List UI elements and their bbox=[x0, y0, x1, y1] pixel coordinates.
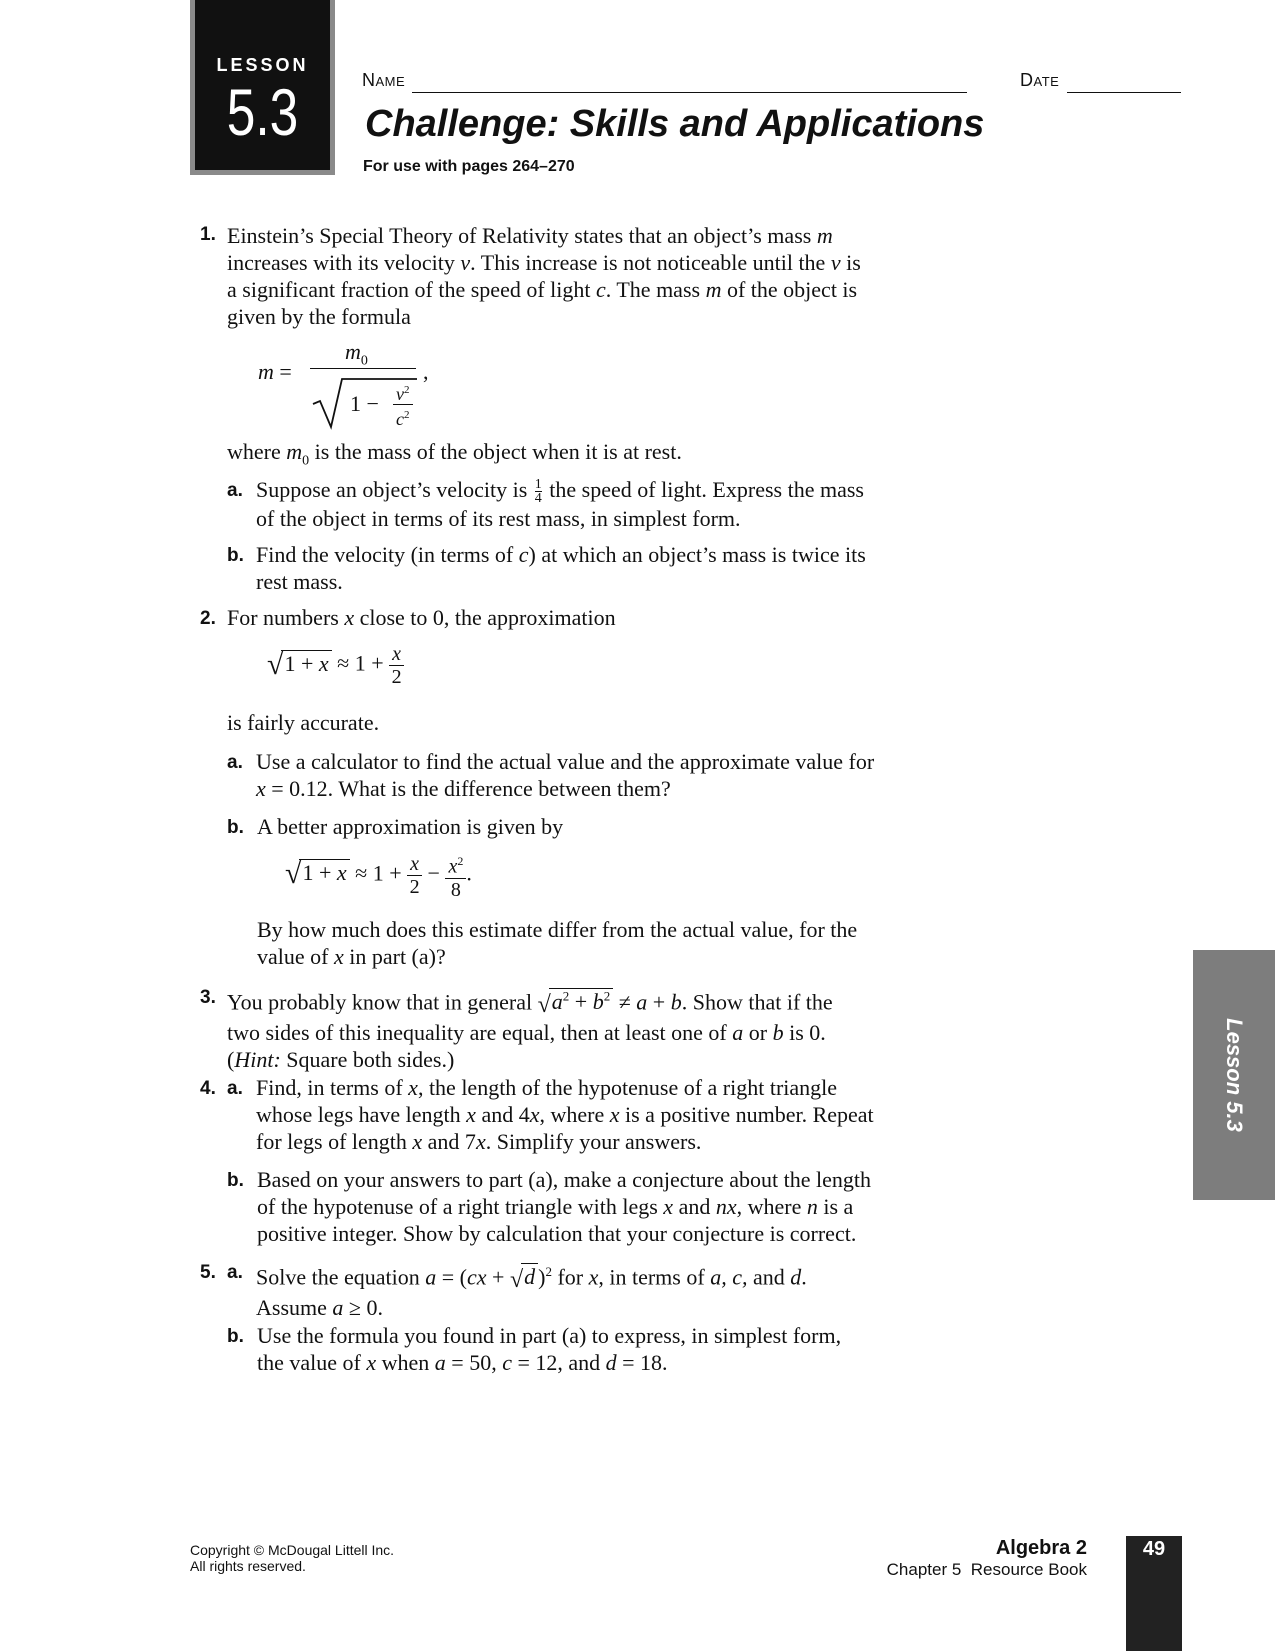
page-number: 49 bbox=[1142, 1538, 1166, 1560]
name-date-row bbox=[362, 70, 1182, 98]
problem-1-where: where $m_0$ is the mass of the object when it is at rest. bbox=[227, 439, 682, 469]
page-subtitle: For use with pages 264–270 bbox=[363, 158, 575, 175]
lesson-side-tab-label: Lesson 5.3 bbox=[1222, 1018, 1247, 1132]
problem-2-intro: For numbers x close to 0, the approximation bbox=[227, 605, 616, 630]
book-title: Algebra 2 bbox=[995, 1537, 1087, 1559]
problem-2-number: 2. bbox=[200, 608, 216, 629]
problem-4b-text: Based on your answers to part (a), make a conjecture about the length of the hypotenuse of a right triangle with legs x and nx, where n is a positive integer. Show by calculation that your conjecture is correct. bbox=[257, 1167, 871, 1246]
problem-2b-formula: √1 + x ≈ 1 + $\frac{x}{2}$ − $\frac{x^2}{8}$ . bbox=[285, 850, 472, 901]
problem-2b-label: b. bbox=[227, 817, 244, 838]
lesson-side-tab bbox=[1193, 950, 1275, 1200]
copyright-line-2: All rights reserved. bbox=[190, 1558, 306, 1574]
problem-1-intro bbox=[227, 222, 861, 330]
problem-1-line-1: Einstein’s Special Theory of Relativity states that an object’s mass m bbox=[227, 223, 833, 248]
problem-3-number: 3. bbox=[200, 987, 216, 1008]
lesson-badge bbox=[190, 0, 335, 175]
problem-2a-text: Use a calculator to find the actual value and the approximate value for x = 0.12. What is the difference between them? bbox=[256, 749, 875, 801]
problem-2b-intro: A better approximation is given by bbox=[257, 814, 564, 839]
problem-4a-text: Find, in terms of x, the length of the hypotenuse of a right triangle whose legs have length x and 4x, where x is a positive number. Repeat for legs of length x and 7x. Simplify your answers. bbox=[256, 1075, 874, 1154]
problem-2b-text: By how much does this estimate differ from the actual value, for the value of x in part (a)? bbox=[257, 917, 858, 969]
copyright-line-1: Copyright © McDougal Littell Inc. bbox=[190, 1542, 395, 1558]
problem-1a-label: a. bbox=[227, 480, 243, 501]
problem-1-line-2: increases with its velocity v. This increase is not noticeable until the v is bbox=[227, 250, 861, 275]
date-label: Date bbox=[1020, 70, 1060, 90]
book-info bbox=[887, 1536, 1087, 1580]
problem-5a-text: Solve the equation a = (cx + √d )$^2$ for x, in terms of a, c, and d. Assume a ≥ 0. bbox=[256, 1264, 807, 1321]
date-field[interactable] bbox=[1067, 92, 1181, 93]
page-number-box bbox=[1126, 1536, 1182, 1651]
problem-1-line-3: a significant fraction of the speed of light c. The mass m of the object is bbox=[227, 277, 858, 302]
name-label: Name bbox=[362, 70, 406, 90]
copyright bbox=[190, 1542, 394, 1574]
problem-1-line-4: given by the formula bbox=[227, 304, 411, 329]
problem-2-formula: √1 + x ≈ 1 + $\frac{x}{2}$ bbox=[267, 643, 404, 688]
book-subtitle: Chapter 5 Resource Book bbox=[886, 1560, 1087, 1579]
problem-4a-label: a. bbox=[227, 1078, 243, 1099]
problem-5b-label: b. bbox=[227, 1326, 244, 1347]
page-title: Challenge: Skills and Applications bbox=[365, 103, 985, 145]
problem-3-text: You probably know that in general $√a^2 + b^2 \ne a + b$. Show that if the two sides of this inequality are equal, then at least one of a or b is 0. (Hint: Square both sides.) bbox=[227, 989, 833, 1073]
problem-1b-label: b. bbox=[227, 545, 244, 566]
problem-4b-label: b. bbox=[227, 1170, 244, 1191]
problem-5a-label: a. bbox=[227, 1262, 243, 1283]
problem-2a-label: a. bbox=[227, 752, 243, 773]
problem-5b-text: Use the formula you found in part (a) to express, in simplest form, the value of x when a = 50, c = 12, and d = 18. bbox=[257, 1323, 842, 1375]
lesson-badge-word: LESSON bbox=[216, 55, 309, 75]
problem-1a-text: Suppose an object’s velocity is $\frac{1}{4}$ the speed of light. Express the mass of the object in terms of its rest mass, in simplest form. bbox=[256, 477, 864, 532]
problem-5-number: 5. bbox=[200, 1262, 216, 1283]
problem-1-number: 1. bbox=[200, 224, 216, 245]
problem-2-after: is fairly accurate. bbox=[227, 710, 380, 735]
problem-1b-text: Find the velocity (in terms of c) at which an object’s mass is twice its rest mass. bbox=[256, 542, 866, 594]
lesson-badge-number: 5.3 bbox=[226, 75, 299, 149]
name-field[interactable] bbox=[412, 92, 967, 93]
problem-4-number: 4. bbox=[200, 1078, 216, 1099]
